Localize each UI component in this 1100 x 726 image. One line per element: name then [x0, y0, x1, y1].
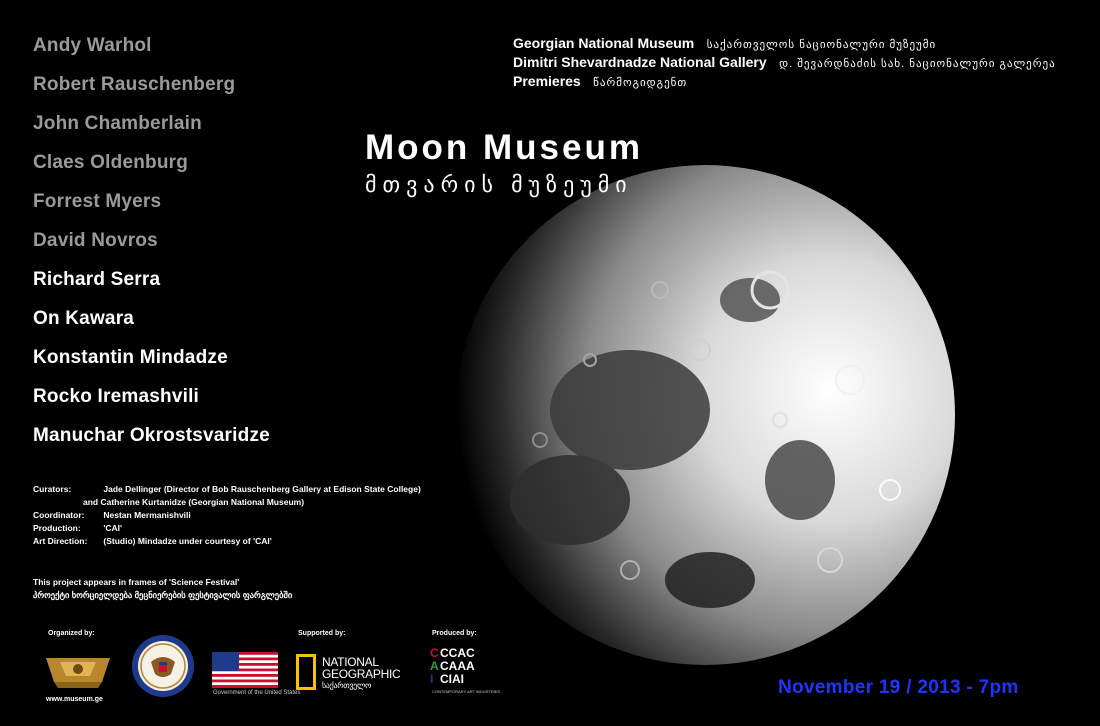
- credit-value: Jade Dellinger (Director of Bob Rauschenberg Gallery at Edison State College): [103, 484, 421, 494]
- venue-name-ka: წარმოგიდგენთ: [593, 77, 688, 89]
- venue-row: [513, 53, 1056, 72]
- venue-name-en: Dimitri Shevardnadze National Gallery: [513, 54, 767, 70]
- credit-row-curators-cont: [33, 496, 421, 509]
- credit-label: Coordinator:: [33, 510, 85, 520]
- artist-name: Richard Serra: [33, 269, 161, 290]
- artist-name: Manuchar Okrostsvaridze: [33, 425, 270, 446]
- natgeo-line: NATIONAL: [322, 655, 379, 669]
- credit-value: Nestan Mermanishvili: [103, 510, 191, 520]
- title-georgian: მთვარის მუზეუმი: [365, 172, 633, 197]
- cai-logo: [430, 646, 498, 686]
- national-geographic-logo: [322, 656, 400, 692]
- artist-name: Rocko Iremashvili: [33, 386, 200, 407]
- artist-name: Andy Warhol: [33, 35, 152, 56]
- georgian-national-museum-logo: [38, 646, 118, 694]
- venue-row: [513, 34, 1056, 53]
- note-english: This project appears in frames of 'Science Festival': [33, 577, 240, 587]
- svg-text:CIAI: CIAI: [440, 672, 464, 686]
- natgeo-line: საქართველო: [322, 681, 372, 690]
- title-english: Moon Museum: [365, 128, 643, 167]
- cai-caption: CONTEMPORARY ART INDUSTRIES: [432, 689, 501, 694]
- venue-name-en: Premieres: [513, 73, 581, 89]
- organized-by-label: Organized by:: [48, 630, 95, 637]
- credit-label: Art Direction:: [33, 536, 88, 546]
- artist-name: Robert Rauschenberg: [33, 74, 236, 95]
- svg-text:I: I: [430, 672, 434, 686]
- us-government-caption: Government of the United States: [213, 690, 301, 696]
- museum-url: www.museum.ge: [46, 696, 103, 703]
- credit-row-production: [33, 522, 421, 535]
- credit-value: and Catherine Kurtanidze (Georgian National Museum): [83, 497, 305, 507]
- credit-label: Production:: [33, 523, 81, 533]
- produced-by-label: Produced by:: [432, 630, 477, 637]
- credits-block: [33, 483, 421, 548]
- artist-name: John Chamberlain: [33, 113, 202, 134]
- moon-image: [450, 160, 960, 670]
- svg-text:C: C: [430, 646, 439, 660]
- credit-row-coordinator: [33, 509, 421, 522]
- science-festival-note: [33, 576, 292, 602]
- artist-name: On Kawara: [33, 308, 135, 329]
- credit-label: Curators:: [33, 484, 72, 494]
- artist-name: Forrest Myers: [33, 191, 162, 212]
- svg-text:A: A: [430, 659, 439, 673]
- artist-name: Konstantin Mindadze: [33, 347, 228, 368]
- us-flag-icon: [212, 652, 278, 688]
- venue-name-en: Georgian National Museum: [513, 35, 695, 51]
- note-georgian: პროექტი ხორციელდება მეცნიერების ფესტივალის ფარგლებში: [33, 590, 293, 600]
- credit-value: (Studio) Mindadze under courtesy of 'CAI': [103, 536, 272, 546]
- venue-name-ka: საქართველოს ნაციონალური მუზეუმი: [706, 39, 937, 51]
- venue-name-ka: დ. შევარდნაძის სახ. ნაციონალური გალერეა: [779, 58, 1056, 70]
- national-geographic-frame-icon: [296, 654, 316, 690]
- supported-by-label: Supported by:: [298, 630, 346, 637]
- svg-text:CCAC: CCAC: [440, 646, 475, 660]
- credit-row-art-direction: [33, 535, 421, 548]
- venue-row: [513, 72, 1056, 91]
- artist-name: David Novros: [33, 230, 158, 251]
- credit-row-curators: [33, 483, 421, 496]
- us-embassy-seal-icon: [131, 634, 195, 698]
- artist-name: Claes Oldenburg: [33, 152, 189, 173]
- svg-text:CAAA: CAAA: [440, 659, 475, 673]
- venue-block: [513, 34, 1056, 91]
- event-date: November 19 / 2013 - 7pm: [778, 677, 1019, 698]
- credit-value: 'CAI': [103, 523, 123, 533]
- artist-list: [33, 34, 270, 463]
- natgeo-line: GEOGRAPHIC: [322, 667, 401, 681]
